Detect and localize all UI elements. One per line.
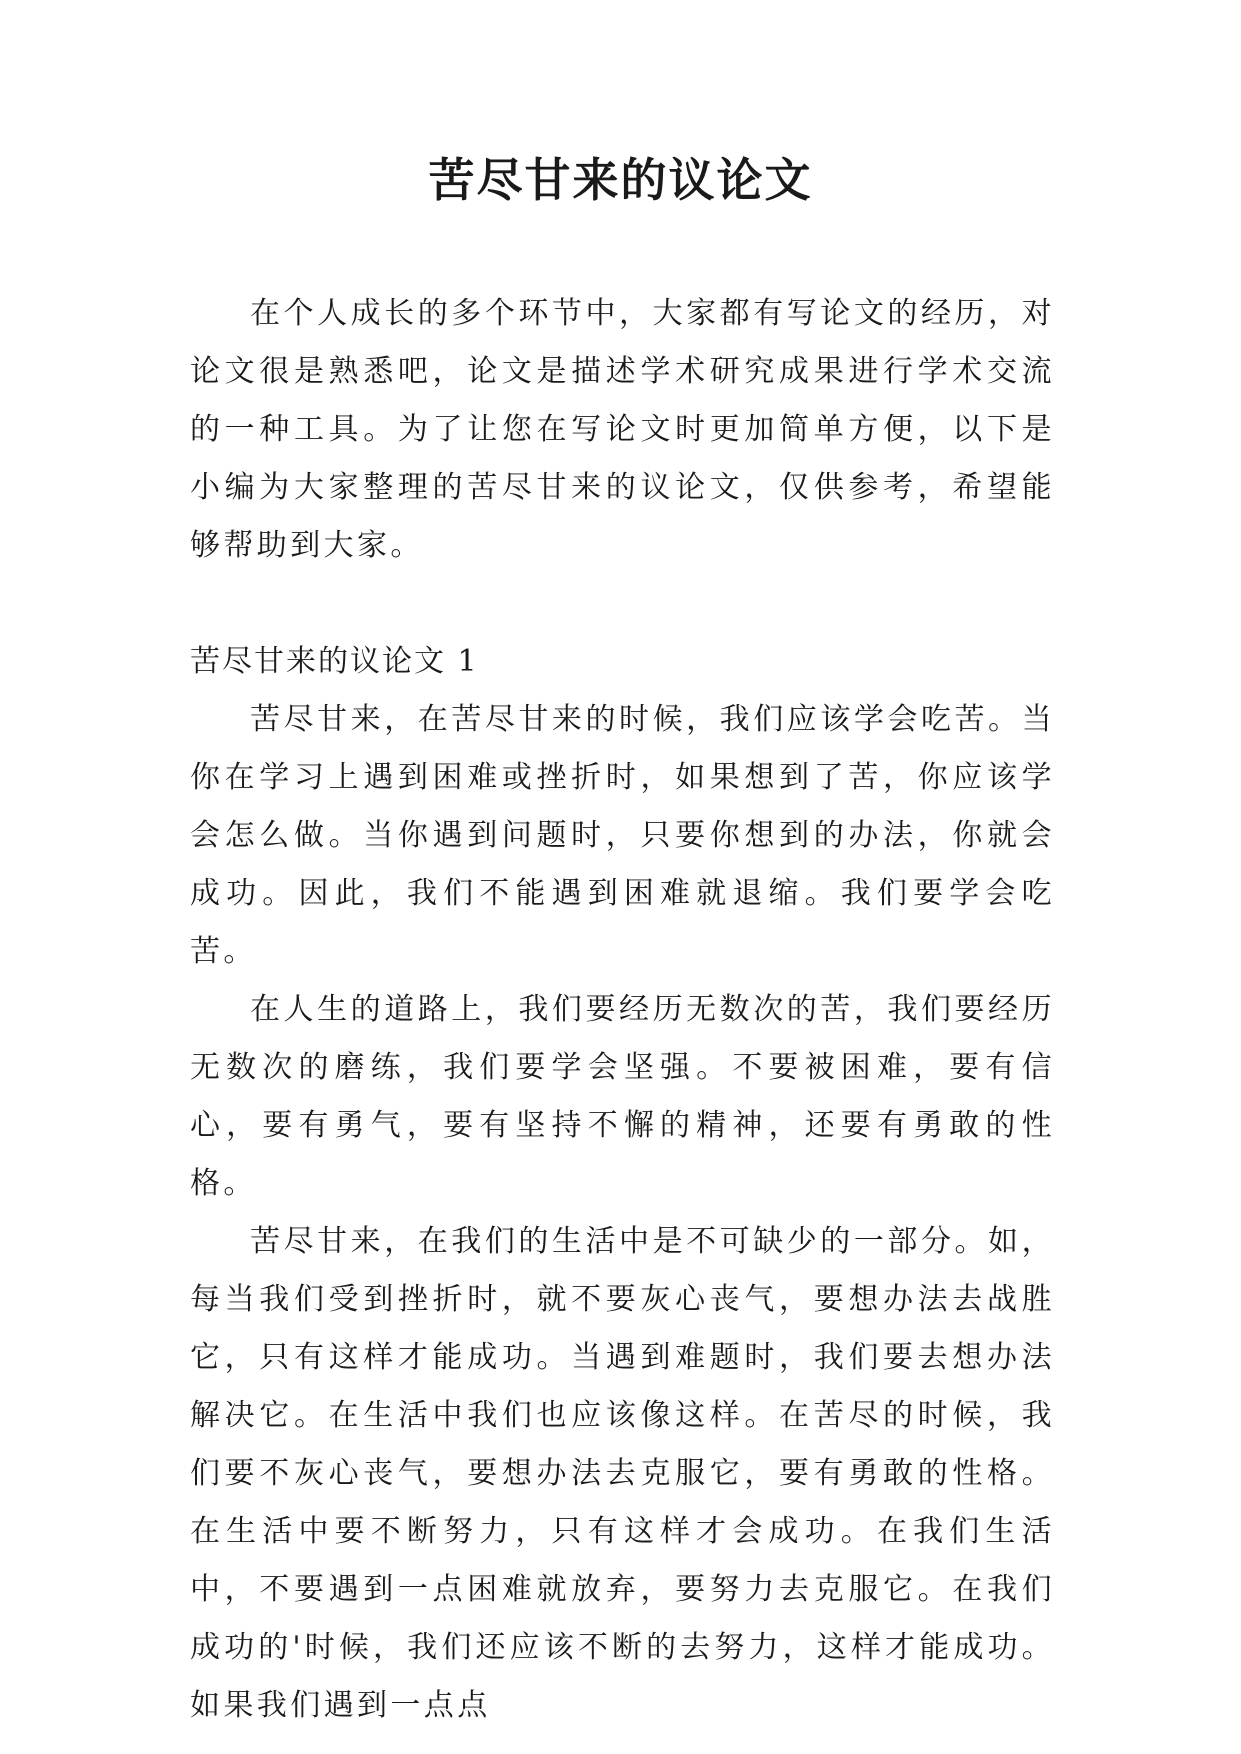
body-paragraph-1: 苦尽甘来，在苦尽甘来的时候，我们应该学会吃苦。当你在学习上遇到困难或挫折时，如果想到了苦，你应该学会怎么做。当你遇到问题时，只要你想到的办法，你就会成功。因此，我们不能遇到困难就退缩。我们要学会吃苦。 xyxy=(190,702,1055,969)
section-heading: 苦尽甘来的议论文 1 xyxy=(190,644,479,679)
body-paragraph-3: 苦尽甘来，在我们的生活中是不可缺少的一部分。如，每当我们受到挫折时，就不要灰心丧气，要想办法去战胜它，只有这样才能成功。当遇到难题时，我们要去想办法解决它。在生活中我们也应该像这样。在苦尽的时候，我们要不灰心丧气，要想办法去克服它，要有勇敢的性格。在生活中要不断努力，只有这样才会成功。在我们生活中，不要遇到一点困难就放弃，要努力去克服它。在我们成功的'时候，我们还应该不断的去努力，这样才能成功。如果我们遇到一点点 xyxy=(190,1224,1055,1723)
document-body xyxy=(190,285,1055,1735)
body-paragraph-2: 在人生的道路上，我们要经历无数次的苦，我们要经历无数次的磨练，我们要学会坚强。不要被困难，要有信心，要有勇气，要有坚持不懈的精神，还要有勇敢的性格。 xyxy=(190,992,1055,1201)
page-title: 苦尽甘来的议论文 xyxy=(428,153,813,207)
intro-paragraph: 在个人成长的多个环节中，大家都有写论文的经历，对论文很是熟悉吧，论文是描述学术研究成果进行学术交流的一种工具。为了让您在写论文时更加简单方便，以下是小编为大家整理的苦尽甘来的议论文，仅供参考，希望能够帮助到大家。 xyxy=(190,296,1055,563)
